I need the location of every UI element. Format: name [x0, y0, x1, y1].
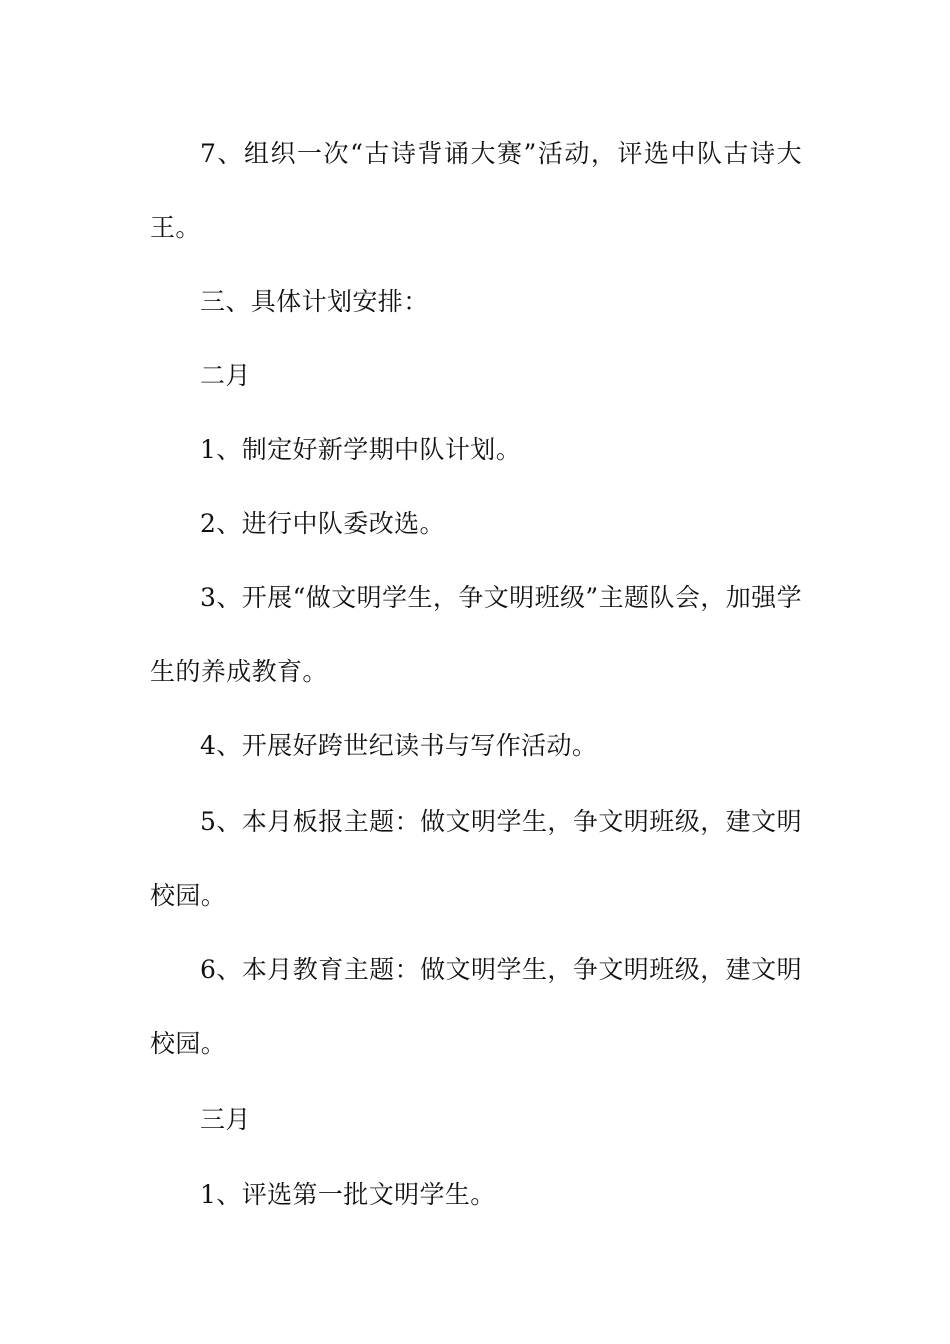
- paragraph-item-3: 3、开展“做文明学生，争文明班级”主题队会，加强学生的养成教育。: [150, 583, 802, 686]
- paragraph-item-2: 2、进行中队委改选。: [200, 509, 445, 538]
- paragraph-item-march-1: 1、评选第一批文明学生。: [200, 1180, 496, 1209]
- paragraph-item-1: 1、制定好新学期中队计划。: [200, 435, 522, 464]
- paragraph-item-5: 5、本月板报主题：做文明学生，争文明班级，建文明校园。: [150, 807, 802, 910]
- section-heading-plan: 三、具体计划安排：: [200, 287, 429, 316]
- month-heading-march: 三月: [200, 1105, 251, 1134]
- month-heading-february: 二月: [200, 361, 251, 390]
- paragraph-item-7: 7、组织一次“古诗背诵大赛”活动，评选中队古诗大王。: [150, 139, 802, 242]
- paragraph-item-6: 6、本月教育主题：做文明学生，争文明班级，建文明校园。: [150, 955, 802, 1058]
- paragraph-item-4: 4、开展好跨世纪读书与写作活动。: [200, 731, 598, 760]
